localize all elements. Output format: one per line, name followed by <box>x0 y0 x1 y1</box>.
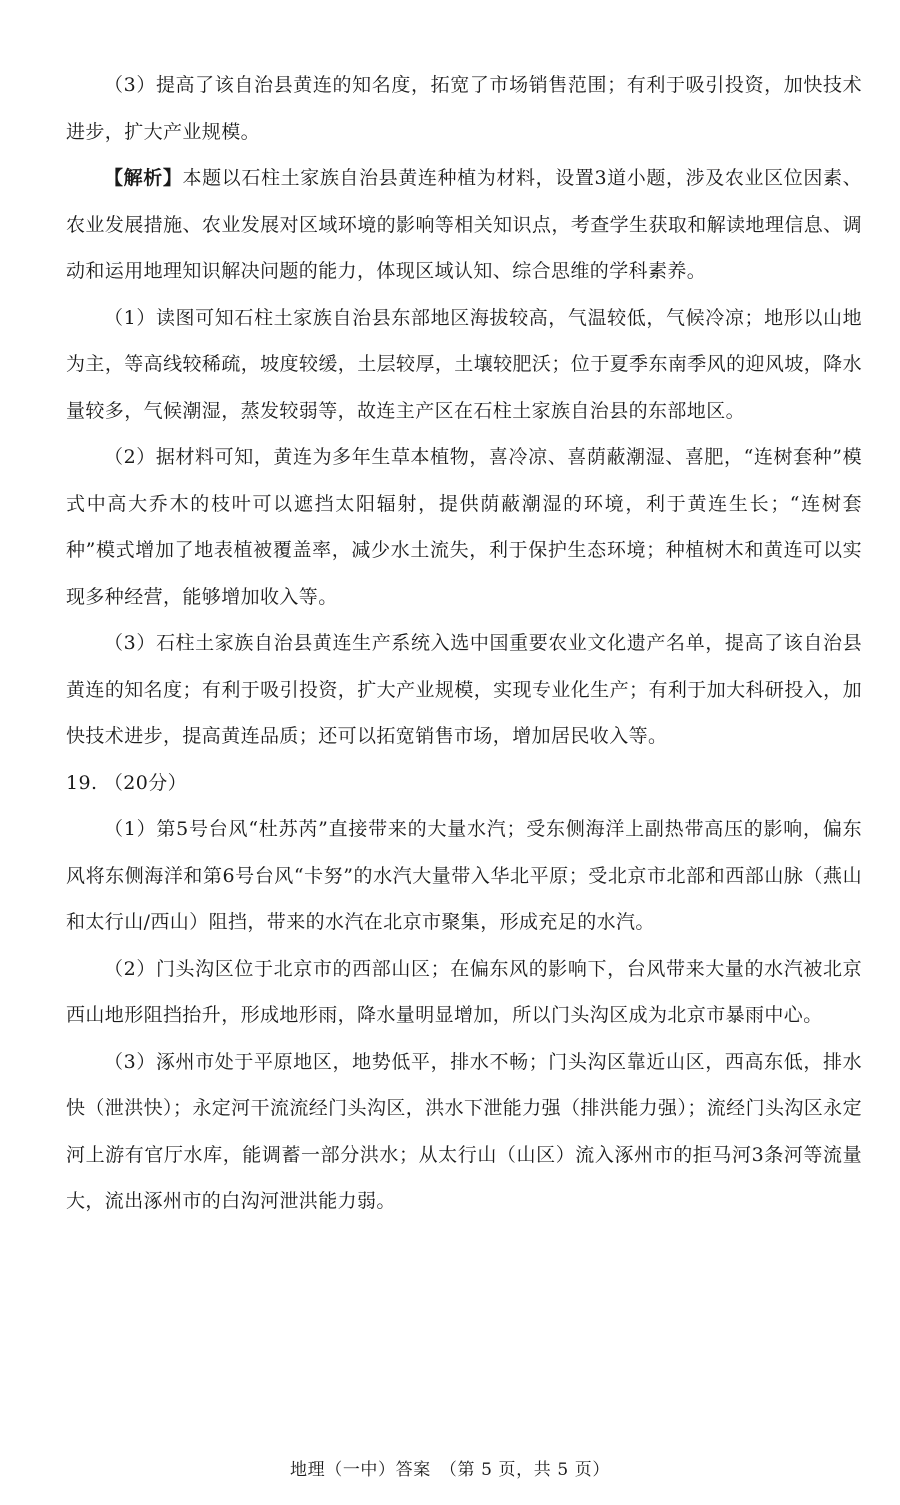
q19-part2: （2）门头沟区位于北京市的西部山区；在偏东风的影响下，台风带来大量的水汽被北京西山地形阻挡抬升，形成地形雨，降水量明显增加，所以门头沟区成为北京市暴雨中心。 <box>66 957 862 1026</box>
analysis-tag: 【解析】 <box>104 167 183 189</box>
q19-part1: （1）第5号台风“杜苏芮”直接带来的大量水汽；受东侧海洋上副热带高压的影响，偏东风将东侧海洋和第6号台风“卡努”的水汽大量带入华北平原；受北京市北部和西部山脉（燕山和太行山/西山）阻挡，带来的水汽在北京市聚集，形成充足的水汽。 <box>66 818 862 933</box>
analysis-part3: （3）石柱土家族自治县黄连生产系统入选中国重要农业文化遗产名单，提高了该自治县黄连的知名度；有利于吸引投资，扩大产业规模，实现专业化生产；有利于加大科研投入，加快技术进步，提高黄连品质；还可以拓宽销售市场，增加居民收入等。 <box>66 632 862 747</box>
analysis-part1: （1）读图可知石柱土家族自治县东部地区海拔较高，气温较低，气候冷凉；地形以山地为主，等高线较稀疏，坡度较缓，土层较厚，土壤较肥沃；位于夏季东南季风的迎风坡，降水量较多，气候潮湿，蒸发较弱等，故连主产区在石柱土家族自治县的东部地区。 <box>66 306 862 422</box>
q19-heading: 19. （20分） <box>66 771 188 794</box>
analysis-part2: （2）据材料可知，黄连为多年生草本植物，喜冷凉、喜荫蔽潮湿、喜肥，“连树套种”模式中高大乔木的枝叶可以遮挡太阳辐射，提供荫蔽潮湿的环境，利于黄连生长；“连树套种”模式增加了地表植被覆盖率，减少水土流失，利于保护生态环境；种植树木和黄连可以实现多种经营，能够增加收入等。 <box>66 446 862 608</box>
q18-part3-answer: （3）提高了该自治县黄连的知名度，拓宽了市场销售范围；有利于吸引投资，加快技术进步，扩大产业规模。 <box>66 74 862 143</box>
page-footer: 地理（一中）答案 （第 5 页，共 5 页） <box>290 1460 610 1480</box>
analysis-intro: 本题以石柱土家族自治县黄连种植为材料，设置3道小题，涉及农业区位因素、农业发展措施、农业发展对区域环境的影响等相关知识点，考查学生获取和解读地理信息、调动和运用地理知识解决问题的能力，体现区域认知、综合思维的学科素养。 <box>66 167 862 282</box>
page-content <box>66 62 862 1225</box>
analysis-intro-paragraph <box>66 155 862 295</box>
q19-part3: （3）涿州市处于平原地区，地势低平，排水不畅；门头沟区靠近山区，西高东低，排水快（泄洪快）；永定河干流流经门头沟区，洪水下泄能力强（排洪能力强）；流经门头沟区永定河上游有官厅水库，能调蓄一部分洪水；从太行山（山区）流入涿州市的拒马河3条河等流量大，流出涿州市的白沟河泄洪能力弱。 <box>66 1050 862 1212</box>
